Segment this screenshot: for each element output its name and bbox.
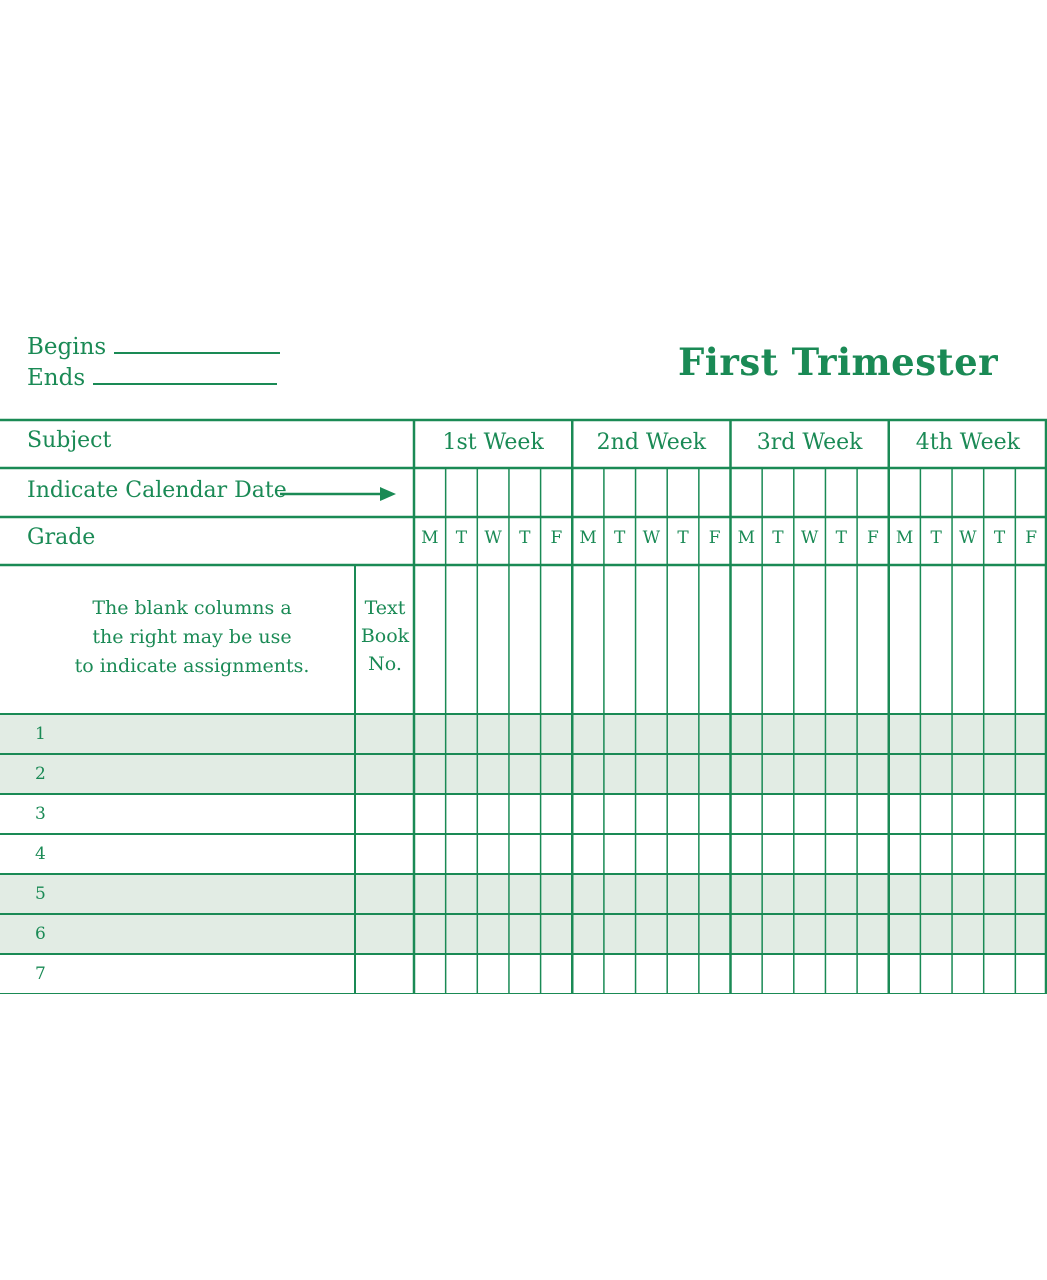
attendance-grid <box>0 418 1047 994</box>
day-label: W <box>959 528 977 548</box>
begins-row <box>27 332 280 363</box>
arrow-right-icon <box>278 484 398 504</box>
assignment-note <box>60 594 324 681</box>
grade-label: Grade <box>27 525 96 550</box>
ends-label: Ends <box>27 365 86 391</box>
row-number: 4 <box>35 844 46 864</box>
day-label: W <box>484 528 502 548</box>
day-label: T <box>614 528 626 548</box>
week-header: 3rd Week <box>756 430 863 455</box>
row-number: 5 <box>35 884 46 904</box>
ends-row <box>27 363 280 394</box>
day-label: M <box>579 528 597 548</box>
textbook-line: Text <box>364 597 406 619</box>
ends-blank[interactable] <box>93 382 277 385</box>
row-number: 1 <box>35 724 46 744</box>
note-line: the right may be use <box>92 626 292 648</box>
day-label: T <box>772 528 784 548</box>
row-number: 7 <box>35 964 46 984</box>
begins-blank[interactable] <box>114 351 280 354</box>
day-label: W <box>642 528 661 548</box>
day-label: T <box>835 528 847 548</box>
day-label: T <box>455 528 468 548</box>
note-line: The blank columns a <box>92 597 292 619</box>
term-dates <box>27 332 280 394</box>
day-label: T <box>930 528 942 548</box>
day-label: F <box>708 528 721 548</box>
textbook-line: Book <box>360 625 410 647</box>
day-label: F <box>1025 528 1038 548</box>
week-header: 4th Week <box>915 430 1020 455</box>
day-label: T <box>993 528 1006 548</box>
week-header: 2nd Week <box>596 430 707 455</box>
day-label: F <box>867 528 879 548</box>
day-label: M <box>737 528 756 548</box>
week-header: 1st Week <box>442 430 544 455</box>
page-title: First Trimester <box>678 340 999 384</box>
row-number: 2 <box>35 764 46 784</box>
subject-label: Subject <box>27 428 112 453</box>
note-line: to indicate assignments. <box>74 655 310 677</box>
row-number: 6 <box>35 924 46 944</box>
day-label: F <box>550 528 563 548</box>
day-label: M <box>895 528 914 548</box>
textbook-line: No. <box>368 653 402 675</box>
day-label: M <box>421 528 439 548</box>
grid-lines <box>0 418 1047 994</box>
day-label: T <box>677 528 689 548</box>
textbook-number-header <box>356 594 414 678</box>
row-number: 3 <box>35 804 46 824</box>
day-label: W <box>800 528 819 548</box>
calendar-date-label: Indicate Calendar Date <box>27 478 287 503</box>
begins-label: Begins <box>27 334 107 360</box>
day-label: T <box>519 528 531 548</box>
